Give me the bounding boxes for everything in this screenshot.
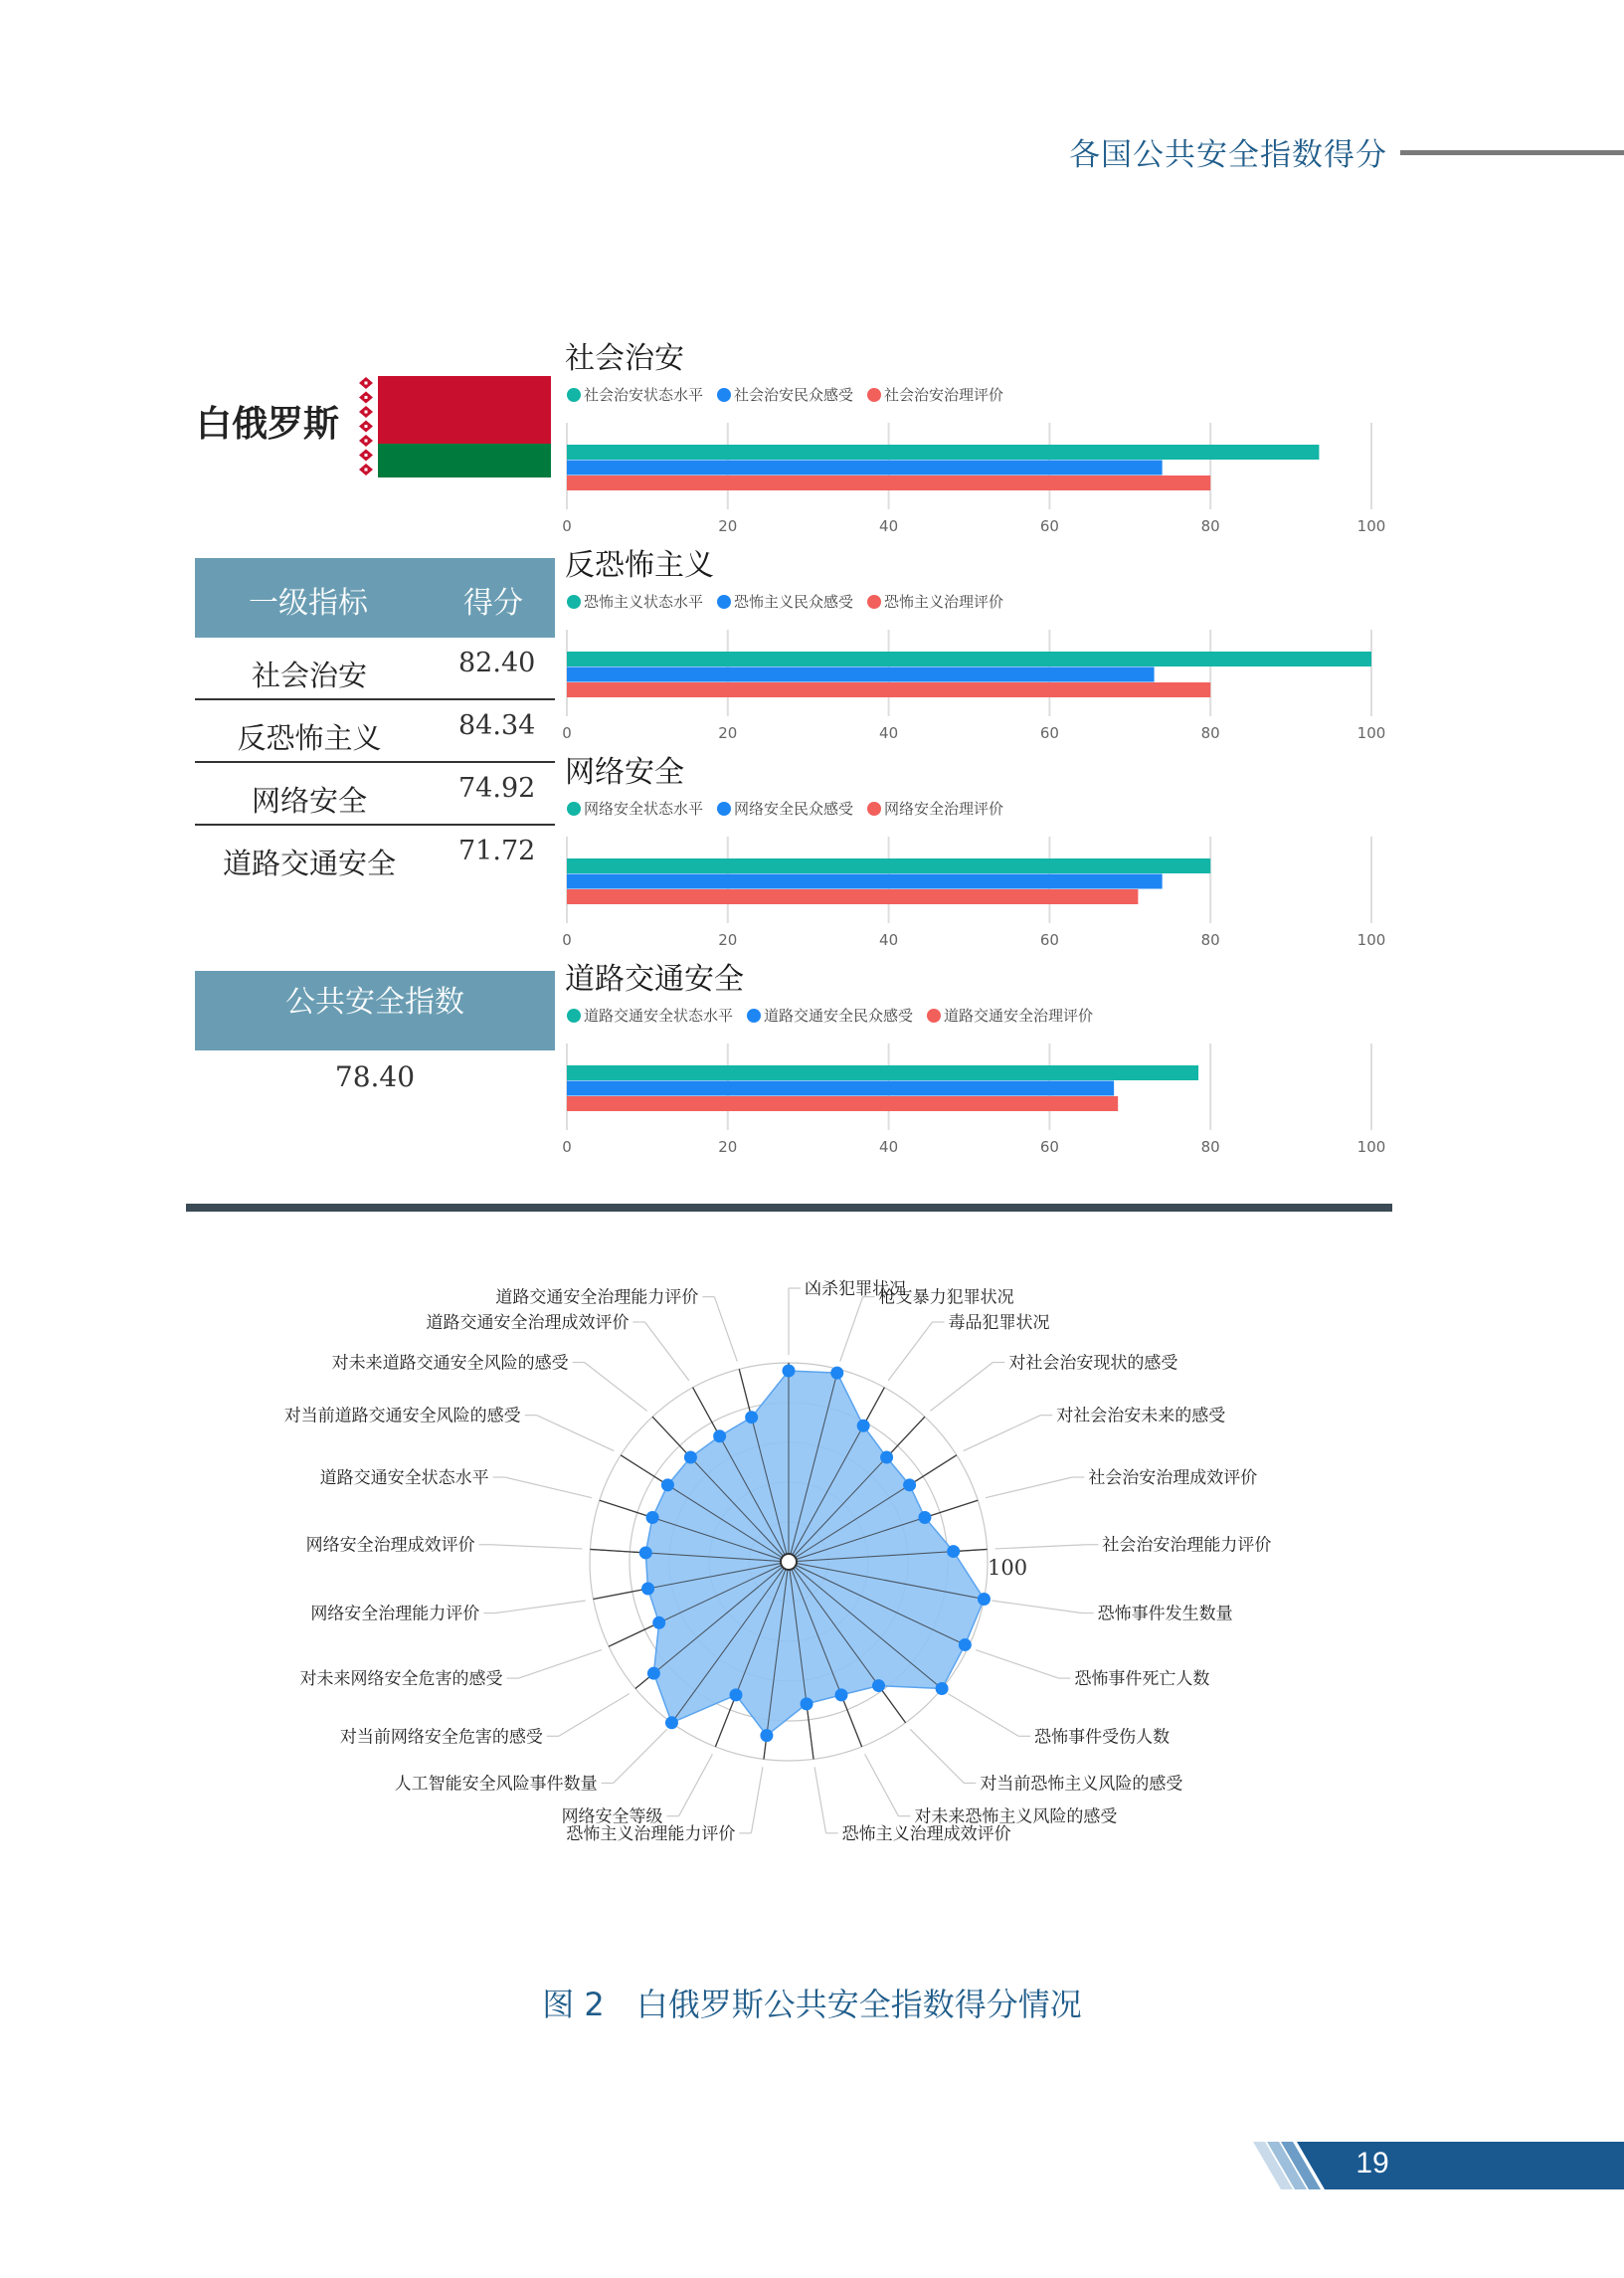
bar (567, 682, 1210, 697)
radar-category-label: 对未来恐怖主义风险的感受 (914, 1806, 1118, 1827)
label-leader (964, 1416, 1041, 1451)
legend-label: 恐怖主义民众感受 (734, 593, 854, 611)
radar-point (783, 1365, 796, 1378)
radar-point (647, 1667, 660, 1680)
radar-category-label: 网络安全治理成效评价 (305, 1535, 475, 1556)
legend-marker (567, 802, 581, 816)
legend-label: 道路交通安全状态水平 (584, 1007, 734, 1025)
bar (567, 858, 1210, 873)
indicator-score: 84.34 (458, 710, 536, 741)
radar-point (646, 1511, 659, 1524)
legend-label: 道路交通安全民众感受 (764, 1007, 914, 1025)
radar-point (729, 1688, 742, 1701)
radar-category-label: 凶杀犯罪状况 (805, 1279, 906, 1299)
radar-point (760, 1729, 773, 1742)
x-tick-label: 60 (1039, 931, 1059, 949)
x-tick-label: 80 (1200, 931, 1220, 949)
radar-point (641, 1582, 654, 1595)
bar (567, 445, 1319, 460)
x-tick-label: 0 (562, 517, 572, 535)
header-rule (1400, 150, 1624, 155)
flag-red-band (378, 376, 551, 444)
legend-label: 社会治安状态水平 (584, 386, 704, 404)
legend-label: 道路交通安全治理评价 (944, 1007, 1094, 1025)
legend-marker (717, 595, 731, 609)
radar-category-label: 道路交通安全治理能力评价 (495, 1287, 699, 1308)
table-row (195, 826, 555, 886)
table-row (195, 700, 555, 763)
x-tick-label: 80 (1200, 517, 1220, 535)
radar-category-label: 社会治安治理能力评价 (1102, 1535, 1272, 1556)
radar-point (661, 1478, 674, 1491)
indicator-score: 71.72 (458, 836, 536, 866)
radar-category-label: 恐怖主义治理成效评价 (841, 1823, 1011, 1844)
bar (567, 475, 1210, 490)
bar (567, 874, 1163, 889)
bar (567, 667, 1155, 682)
legend-marker (717, 388, 731, 402)
legend-label: 网络安全状态水平 (584, 800, 704, 818)
radar-category-label: 恐怖事件死亡人数 (1074, 1669, 1210, 1690)
label-leader (930, 1363, 992, 1412)
radar-point (959, 1638, 972, 1651)
radar-point (880, 1451, 893, 1464)
table-row (195, 638, 555, 700)
bar-chart-panel (562, 341, 1385, 535)
label-leader (537, 1416, 615, 1451)
legend-label: 网络安全民众感受 (734, 800, 854, 818)
radar-point (835, 1688, 848, 1701)
x-tick-label: 20 (718, 1138, 738, 1156)
x-tick-label: 60 (1039, 1138, 1059, 1156)
page-header-title: 各国公共安全指数得分 (1069, 137, 1387, 173)
x-tick-label: 20 (718, 517, 738, 535)
radar-point (652, 1616, 665, 1629)
radar-point (918, 1511, 931, 1524)
radar-category-label: 道路交通安全治理成效评价 (426, 1313, 630, 1334)
score-table-header (195, 558, 555, 638)
bar (567, 461, 1163, 475)
radar-category-label: 毒品犯罪状况 (948, 1313, 1050, 1334)
figure-caption: 图 2 白俄罗斯公共安全指数得分情况 (542, 1986, 1082, 2023)
radar-ring-label: 100 (988, 1556, 1028, 1580)
radar-category-label: 道路交通安全状态水平 (319, 1468, 489, 1489)
legend-label: 恐怖主义状态水平 (584, 593, 704, 611)
bar-chart-panel (562, 548, 1385, 742)
x-tick-label: 20 (718, 724, 738, 742)
radar-point (978, 1593, 991, 1606)
radar-category-label: 恐怖事件受伤人数 (1034, 1727, 1171, 1748)
bar-charts (557, 338, 1402, 1164)
table-row (195, 763, 555, 826)
legend-label: 社会治安民众感受 (734, 386, 854, 404)
legend-marker (747, 1009, 761, 1023)
radar-point (713, 1429, 726, 1442)
flag-ornament-dot (365, 382, 368, 385)
x-tick-label: 100 (1356, 1138, 1386, 1156)
label-leader (910, 1729, 964, 1783)
x-tick-label: 100 (1356, 724, 1386, 742)
indicator-score: 82.40 (458, 648, 536, 678)
label-leader (888, 1322, 932, 1381)
legend-marker (567, 1009, 581, 1023)
label-leader (976, 1650, 1058, 1679)
radar-center (781, 1554, 797, 1570)
x-tick-label: 80 (1200, 1138, 1220, 1156)
x-tick-label: 0 (562, 1138, 572, 1156)
radar-category-label: 枪支暴力犯罪状况 (878, 1287, 1014, 1308)
radar-category-label: 对社会治安未来的感受 (1056, 1406, 1226, 1426)
radar-category-label: 对未来网络安全危害的感受 (299, 1669, 503, 1690)
public-safety-index-value: 78.40 (334, 1060, 416, 1093)
x-tick-label: 60 (1039, 724, 1059, 742)
page-number-bar (1253, 2142, 1624, 2189)
label-leader (995, 1545, 1087, 1549)
page-number: 19 (1355, 2147, 1389, 2180)
score-column-header: 得分 (463, 586, 523, 621)
legend-marker (867, 388, 881, 402)
indicator-name: 网络安全 (251, 784, 367, 818)
x-tick-label: 40 (879, 1138, 899, 1156)
x-tick-label: 0 (562, 931, 572, 949)
label-leader (948, 1694, 1018, 1737)
radar-point (665, 1716, 678, 1729)
legend-marker (927, 1009, 941, 1023)
indicator-name: 社会治安 (251, 659, 367, 692)
indicator-name: 反恐怖主义 (237, 721, 382, 755)
chart-title: 网络安全 (565, 755, 684, 790)
legend-label: 恐怖主义治理评价 (884, 593, 1004, 611)
label-leader (865, 1754, 899, 1815)
bar (567, 652, 1371, 666)
legend-label: 网络安全治理评价 (884, 800, 1004, 818)
label-leader (559, 1694, 630, 1737)
radar-chart-body (284, 1279, 1272, 1844)
indicator-score: 74.92 (458, 773, 536, 804)
radar-point (684, 1451, 697, 1464)
x-tick-label: 40 (879, 724, 899, 742)
radar-point (872, 1679, 885, 1692)
section-divider (186, 1204, 1392, 1212)
legend-marker (867, 595, 881, 609)
label-leader (714, 1297, 737, 1362)
legend-label: 社会治安治理评价 (884, 386, 1004, 404)
radar-category-label: 人工智能安全风险事件数量 (394, 1774, 598, 1795)
x-tick-label: 0 (562, 724, 572, 742)
legend-marker (567, 388, 581, 402)
label-leader (992, 1601, 1081, 1614)
radar-category-label: 网络安全等级 (561, 1806, 663, 1827)
label-leader (519, 1650, 602, 1679)
radar-point (903, 1478, 916, 1491)
public-safety-index-label: 公共安全指数 (195, 971, 555, 1050)
radar-category-label: 对当前恐怖主义风险的感受 (980, 1774, 1183, 1795)
label-leader (491, 1545, 583, 1549)
bar (567, 1065, 1198, 1080)
legend-marker (567, 595, 581, 609)
country-name: 白俄罗斯 (196, 404, 340, 445)
radar-category-label: 对当前道路交通安全风险的感受 (283, 1406, 521, 1426)
flag-ornament-dot (365, 425, 368, 428)
bar-chart-panel (562, 962, 1385, 1156)
label-leader (751, 1767, 763, 1832)
flag-ornament-dot (365, 454, 368, 457)
indicator-name: 道路交通安全 (222, 847, 396, 880)
flag-ornament-dot (365, 469, 368, 472)
flag-ornament-dot (365, 396, 368, 399)
radar-point (830, 1367, 843, 1380)
bar (567, 1081, 1114, 1096)
radar-category-label: 对社会治安现状的感受 (1008, 1353, 1178, 1374)
radar-category-label: 社会治安治理成效评价 (1088, 1468, 1258, 1489)
radar-point (801, 1697, 813, 1710)
x-tick-label: 60 (1039, 517, 1059, 535)
flag-ornament-dot (365, 411, 368, 414)
flag-ornament-dot (365, 440, 368, 443)
chart-title: 道路交通安全 (565, 962, 744, 997)
label-leader (495, 1601, 585, 1614)
label-leader (614, 1729, 667, 1783)
x-tick-label: 100 (1356, 931, 1386, 949)
radar-category-label: 网络安全治理能力评价 (310, 1604, 480, 1624)
x-tick-label: 40 (879, 931, 899, 949)
label-leader (585, 1363, 647, 1412)
label-leader (840, 1297, 863, 1362)
score-table (195, 558, 555, 886)
bar (567, 1096, 1118, 1111)
legend-marker (867, 802, 881, 816)
radar-category-label: 对当前网络安全危害的感受 (339, 1727, 543, 1748)
chart-title: 反恐怖主义 (565, 548, 714, 583)
radar-category-label: 恐怖事件发生数量 (1097, 1604, 1233, 1624)
radar-category-label: 对未来道路交通安全风险的感受 (331, 1353, 569, 1374)
radar-point (745, 1411, 758, 1424)
label-leader (814, 1767, 826, 1832)
label-leader (505, 1477, 592, 1498)
bar-chart-panel (562, 755, 1385, 949)
label-leader (644, 1322, 688, 1381)
radar-category-label: 恐怖主义治理能力评价 (566, 1823, 736, 1844)
radar-point (857, 1420, 870, 1432)
x-tick-label: 80 (1200, 724, 1220, 742)
x-tick-label: 40 (879, 517, 899, 535)
bar (567, 889, 1138, 904)
radar-point (947, 1545, 960, 1558)
flag-green-band (378, 444, 551, 477)
radar-point (639, 1546, 652, 1559)
belarus-flag (354, 376, 551, 477)
legend-marker (717, 802, 731, 816)
x-tick-label: 100 (1356, 517, 1386, 535)
x-tick-label: 20 (718, 931, 738, 949)
label-leader (986, 1477, 1072, 1498)
indicator-column-header: 一级指标 (249, 586, 368, 621)
radar-chart (159, 1219, 1412, 1895)
radar-point (936, 1682, 949, 1695)
chart-title: 社会治安 (565, 341, 684, 376)
label-leader (679, 1754, 713, 1815)
